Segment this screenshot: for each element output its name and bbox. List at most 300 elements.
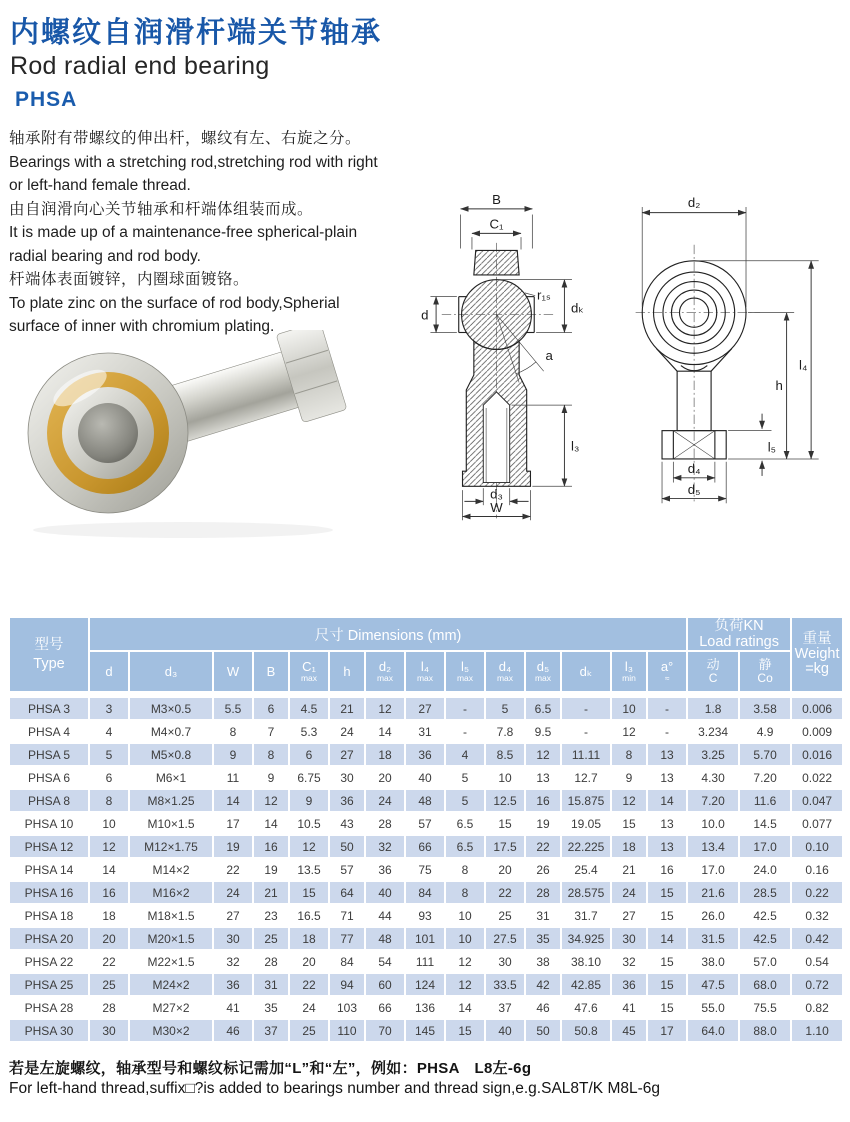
table-cell: 12: [254, 790, 288, 811]
side-view-diagram: [612, 190, 847, 525]
table-cell: 8: [446, 859, 484, 880]
table-cell: 31: [254, 974, 288, 995]
table-cell: 46: [526, 997, 560, 1018]
type-cell: PHSA 20: [10, 928, 88, 949]
table-cell: M5×0.8: [130, 744, 212, 765]
table-cell: 8: [446, 882, 484, 903]
table-cell: 33.5: [486, 974, 524, 995]
table-cell: 17: [648, 1020, 686, 1041]
table-cell: 36: [214, 974, 252, 995]
table-cell: 22: [214, 859, 252, 880]
column-header: l₄ max: [406, 652, 444, 691]
table-cell: 16.5: [290, 905, 328, 926]
load-label-en: Load ratings: [699, 634, 779, 650]
table-cell: 110: [330, 1020, 364, 1041]
table-cell: 0.006: [792, 698, 842, 719]
note-zh: 若是左旋螺纹，轴承型号和螺纹标记需加“L”和“左”，例如：PHSA L8左-6g: [9, 1060, 532, 1077]
table-cell: 36: [406, 744, 444, 765]
description-line: radial bearing and rod body.: [9, 247, 201, 265]
table-cell: 4.5: [290, 698, 328, 719]
table-cell: 25: [90, 974, 128, 995]
table-cell: 5: [486, 698, 524, 719]
dim-label-h: h: [775, 378, 783, 394]
table-cell: 75: [406, 859, 444, 880]
table-cell: 22: [290, 974, 328, 995]
type-cell: PHSA 3: [10, 698, 88, 719]
table-cell: 0.22: [792, 882, 842, 903]
table-cell: 30: [214, 928, 252, 949]
table-cell: 28: [90, 997, 128, 1018]
table-cell: 54: [366, 951, 404, 972]
table-cell: 32: [612, 951, 646, 972]
table-header-load-ratings: [688, 618, 790, 650]
dim-label-l3: l₃: [571, 438, 580, 454]
column-header: W: [214, 652, 252, 691]
table-cell: 10: [90, 813, 128, 834]
table-cell: -: [562, 698, 610, 719]
table-cell: 48: [366, 928, 404, 949]
table-cell: 93: [406, 905, 444, 926]
table-cell: 57.0: [740, 951, 790, 972]
header-body-gap: [10, 693, 842, 696]
table-cell: 15: [446, 1020, 484, 1041]
table-row: [10, 951, 842, 972]
table-cell: 27: [214, 905, 252, 926]
dim-label-C1: C₁: [489, 216, 504, 232]
table-row: [10, 813, 842, 834]
table-row: [10, 790, 842, 811]
table-cell: 7.8: [486, 721, 524, 742]
table-cell: 9.5: [526, 721, 560, 742]
type-cell: PHSA 16: [10, 882, 88, 903]
description-line: 由自润滑向心关节轴承和杆端体组装而成。: [9, 200, 314, 218]
table-row: [10, 767, 842, 788]
table-cell: 10: [446, 905, 484, 926]
table-cell: 0.009: [792, 721, 842, 742]
table-cell: 0.077: [792, 813, 842, 834]
table-cell: 16: [90, 882, 128, 903]
table-cell: 5.5: [214, 698, 252, 719]
table-cell: 30: [90, 1020, 128, 1041]
table-cell: 57: [406, 813, 444, 834]
table-cell: 18: [90, 905, 128, 926]
table-cell: 70: [366, 1020, 404, 1041]
table-cell: 36: [612, 974, 646, 995]
table-cell: 88.0: [740, 1020, 790, 1041]
table-cell: 38.0: [688, 951, 738, 972]
table-cell: 25: [486, 905, 524, 926]
table-cell: 21.6: [688, 882, 738, 903]
table-cell: 24: [290, 997, 328, 1018]
column-header: d₅ max: [526, 652, 560, 691]
table-cell: 66: [406, 836, 444, 857]
table-cell: 18: [366, 744, 404, 765]
type-label-en: Type: [33, 655, 65, 672]
table-cell: 42.5: [740, 928, 790, 949]
table-cell: 101: [406, 928, 444, 949]
table-row: [10, 859, 842, 880]
table-cell: 145: [406, 1020, 444, 1041]
table-cell: M24×2: [130, 974, 212, 995]
table-cell: 19: [254, 859, 288, 880]
type-cell: PHSA 10: [10, 813, 88, 834]
table-row: [10, 997, 842, 1018]
table-cell: 3: [90, 698, 128, 719]
dim-label-d5: d₅: [687, 481, 701, 497]
table-cell: 17.0: [688, 859, 738, 880]
table-cell: 12: [446, 974, 484, 995]
table-cell: 7: [254, 721, 288, 742]
table-cell: 0.016: [792, 744, 842, 765]
dim-label-r1s: r₁ₛ: [537, 287, 551, 303]
description-line: Bearings with a stretching rod,stretching rod with right: [9, 153, 378, 171]
table-cell: 12: [366, 698, 404, 719]
table-cell: 44: [366, 905, 404, 926]
table-cell: 66: [366, 997, 404, 1018]
table-cell: 64.0: [688, 1020, 738, 1041]
table-cell: 28: [254, 951, 288, 972]
table-cell: 27: [406, 698, 444, 719]
table-cell: 14: [90, 859, 128, 880]
table-cell: 75.5: [740, 997, 790, 1018]
table-row: [10, 905, 842, 926]
table-cell: M14×2: [130, 859, 212, 880]
table-cell: 12: [612, 721, 646, 742]
table-cell: 21: [612, 859, 646, 880]
table-cell: 31.5: [688, 928, 738, 949]
dim-label-d3: d₃: [490, 486, 503, 502]
table-cell: 27: [612, 905, 646, 926]
table-cell: 25: [290, 1020, 328, 1041]
table-cell: 0.16: [792, 859, 842, 880]
table-cell: 24: [366, 790, 404, 811]
photo-bearing-eye: [28, 353, 188, 513]
column-header: 静 Co: [740, 652, 790, 691]
table-cell: 15: [612, 813, 646, 834]
table-cell: 30: [612, 928, 646, 949]
table-cell: M3×0.5: [130, 698, 212, 719]
table-cell: 47.6: [562, 997, 610, 1018]
table-cell: 13: [648, 744, 686, 765]
description-line: or left-hand female thread.: [9, 177, 191, 194]
table-cell: 0.32: [792, 905, 842, 926]
type-cell: PHSA 22: [10, 951, 88, 972]
table-cell: 26: [526, 859, 560, 880]
table-cell: 40: [406, 767, 444, 788]
table-cell: 103: [330, 997, 364, 1018]
table-cell: 34.925: [562, 928, 610, 949]
column-header: a° ≈: [648, 652, 686, 691]
table-cell: 14: [648, 790, 686, 811]
type-cell: PHSA 28: [10, 997, 88, 1018]
table-cell: 12.5: [486, 790, 524, 811]
table-cell: 38.10: [562, 951, 610, 972]
column-header: l₃ min: [612, 652, 646, 691]
table-cell: 9: [254, 767, 288, 788]
table-cell: 22.225: [562, 836, 610, 857]
column-header: d₄ max: [486, 652, 524, 691]
type-cell: PHSA 12: [10, 836, 88, 857]
table-cell: 57: [330, 859, 364, 880]
table-cell: 15: [648, 951, 686, 972]
table-cell: 15: [648, 882, 686, 903]
table-cell: 16: [648, 859, 686, 880]
table-cell: 31: [526, 905, 560, 926]
table-cell: 36: [366, 859, 404, 880]
table-cell: 12: [526, 744, 560, 765]
table-row: [10, 836, 842, 857]
table-cell: 3.25: [688, 744, 738, 765]
table-cell: M30×2: [130, 1020, 212, 1041]
table-cell: 13: [648, 813, 686, 834]
type-cell: PHSA 25: [10, 974, 88, 995]
table-cell: 1.10: [792, 1020, 842, 1041]
table-cell: 6: [254, 698, 288, 719]
table-cell: M27×2: [130, 997, 212, 1018]
table-cell: 10: [446, 928, 484, 949]
table-cell: 28: [366, 813, 404, 834]
table-cell: 3.234: [688, 721, 738, 742]
table-cell: 6.5: [446, 813, 484, 834]
table-cell: 8.5: [486, 744, 524, 765]
column-header: C₁ max: [290, 652, 328, 691]
table-cell: 94: [330, 974, 364, 995]
table-cell: 15.875: [562, 790, 610, 811]
table-cell: 10: [486, 767, 524, 788]
table-cell: 10: [612, 698, 646, 719]
table-cell: 0.42: [792, 928, 842, 949]
table-cell: 64: [330, 882, 364, 903]
table-cell: 14.5: [740, 813, 790, 834]
front-view-diagram: [398, 190, 628, 525]
table-cell: 20: [90, 928, 128, 949]
table-cell: 13: [648, 836, 686, 857]
table-row: [10, 974, 842, 995]
table-cell: M4×0.7: [130, 721, 212, 742]
table-cell: 8: [254, 744, 288, 765]
table-cell: 17.0: [740, 836, 790, 857]
table-body: [10, 693, 842, 1041]
table-cell: 28.575: [562, 882, 610, 903]
table-cell: 26.0: [688, 905, 738, 926]
description-line: 杆端体表面镀锌，内圈球面镀铬。: [9, 271, 250, 288]
table-cell: 0.10: [792, 836, 842, 857]
column-header-row: [10, 652, 842, 691]
table-cell: M20×1.5: [130, 928, 212, 949]
table-cell: 6.5: [526, 698, 560, 719]
table-cell: 16: [254, 836, 288, 857]
table-cell: 4: [446, 744, 484, 765]
table-cell: 12: [90, 836, 128, 857]
table-cell: 37: [486, 997, 524, 1018]
table-cell: 0.022: [792, 767, 842, 788]
table-cell: 3.58: [740, 698, 790, 719]
table-cell: 27: [330, 744, 364, 765]
table-cell: 15: [648, 997, 686, 1018]
table-cell: 7.20: [740, 767, 790, 788]
table-cell: 18: [290, 928, 328, 949]
table-cell: -: [446, 721, 484, 742]
table-cell: 20: [486, 859, 524, 880]
table-cell: 35: [526, 928, 560, 949]
dim-label-B: B: [492, 192, 501, 208]
table-cell: 55.0: [688, 997, 738, 1018]
table-cell: 0.047: [792, 790, 842, 811]
table-cell: 42.85: [562, 974, 610, 995]
table-cell: 42: [526, 974, 560, 995]
table-cell: 8: [612, 744, 646, 765]
description-line: To plate zinc on the surface of rod body,Spherial: [9, 294, 340, 312]
table-cell: 37: [254, 1020, 288, 1041]
table-cell: 11: [214, 767, 252, 788]
table-cell: 43: [330, 813, 364, 834]
type-cell: PHSA 5: [10, 744, 88, 765]
table-cell: 0.72: [792, 974, 842, 995]
table-cell: 10.0: [688, 813, 738, 834]
table-cell: 1.8: [688, 698, 738, 719]
table-cell: 15: [648, 974, 686, 995]
table-cell: 40: [366, 882, 404, 903]
column-header: d: [90, 652, 128, 691]
load-label-zh: 负荷KN: [714, 618, 764, 634]
table-header-weight: [792, 618, 842, 691]
weight-unit: =kg: [805, 661, 829, 677]
table-header-dimensions: 尺寸 Dimensions (mm): [90, 618, 686, 650]
table-cell: 50.8: [562, 1020, 610, 1041]
table-cell: 13: [526, 767, 560, 788]
table-cell: 41: [214, 997, 252, 1018]
table-row: [10, 744, 842, 765]
table-cell: 136: [406, 997, 444, 1018]
table-cell: M16×2: [130, 882, 212, 903]
description-line: It is made up of a maintenance-free spherical-plain: [9, 224, 358, 241]
dim-label-l5: l₅: [767, 439, 776, 455]
table-cell: 31: [406, 721, 444, 742]
table-cell: 6: [90, 767, 128, 788]
table-cell: 5: [446, 767, 484, 788]
table-row: [10, 882, 842, 903]
type-label-zh: 型号: [34, 636, 64, 653]
table-cell: 6.5: [446, 836, 484, 857]
dim-label-d2: d₂: [687, 194, 701, 210]
table-cell: M22×1.5: [130, 951, 212, 972]
table-cell: 6.75: [290, 767, 328, 788]
spec-table: [8, 616, 844, 1043]
table-cell: 14: [214, 790, 252, 811]
description-text: [9, 127, 414, 339]
table-cell: 21: [330, 698, 364, 719]
table-cell: 12: [446, 951, 484, 972]
table-cell: 12: [612, 790, 646, 811]
weight-label-zh: 重量: [802, 631, 832, 647]
table-cell: 14: [648, 928, 686, 949]
table-cell: 15: [648, 905, 686, 926]
table-cell: 6: [290, 744, 328, 765]
column-header: d₃: [130, 652, 212, 691]
table-cell: 12: [290, 836, 328, 857]
column-header: l₅ max: [446, 652, 484, 691]
weight-label-en: Weight: [794, 646, 840, 662]
table-row: [10, 928, 842, 949]
dim-label-d4: d₄: [687, 461, 701, 477]
table-cell: 4.9: [740, 721, 790, 742]
table-cell: 71: [330, 905, 364, 926]
table-cell: 27.5: [486, 928, 524, 949]
table-cell: 48: [406, 790, 444, 811]
type-cell: PHSA 18: [10, 905, 88, 926]
table-cell: -: [648, 721, 686, 742]
page-title-zh: 内螺纹自润滑杆端关节轴承: [10, 17, 383, 49]
table-cell: 5: [90, 744, 128, 765]
table-cell: 36: [330, 790, 364, 811]
table-cell: -: [562, 721, 610, 742]
table-cell: 32: [214, 951, 252, 972]
table-cell: M8×1.25: [130, 790, 212, 811]
dim-label-W: W: [490, 499, 503, 515]
table-cell: 13.5: [290, 859, 328, 880]
table-cell: 38: [526, 951, 560, 972]
table-cell: 5.3: [290, 721, 328, 742]
table-header-type: [10, 618, 88, 691]
dim-label-a: a: [545, 347, 553, 363]
table-cell: 60: [366, 974, 404, 995]
table-cell: 30: [486, 951, 524, 972]
table-cell: 50: [526, 1020, 560, 1041]
table-cell: 5: [446, 790, 484, 811]
table-cell: 84: [330, 951, 364, 972]
table-cell: 18: [612, 836, 646, 857]
table-cell: 8: [90, 790, 128, 811]
type-cell: PHSA 8: [10, 790, 88, 811]
table-cell: 45: [612, 1020, 646, 1041]
table-cell: 25.4: [562, 859, 610, 880]
table-cell: 5.70: [740, 744, 790, 765]
table-cell: 24: [612, 882, 646, 903]
table-cell: 8: [214, 721, 252, 742]
page-title-en: Rod radial end bearing: [10, 52, 270, 80]
table-cell: 20: [366, 767, 404, 788]
table-cell: 32: [366, 836, 404, 857]
table-cell: 24: [330, 721, 364, 742]
table-cell: -: [648, 698, 686, 719]
table-cell: 124: [406, 974, 444, 995]
table-cell: 46: [214, 1020, 252, 1041]
table-cell: 24: [214, 882, 252, 903]
table-cell: 35: [254, 997, 288, 1018]
column-header: d₂ max: [366, 652, 404, 691]
table-cell: 47.5: [688, 974, 738, 995]
table-cell: 4.30: [688, 767, 738, 788]
table-cell: 9: [290, 790, 328, 811]
type-cell: PHSA 14: [10, 859, 88, 880]
table-cell: 0.82: [792, 997, 842, 1018]
table-row: [10, 721, 842, 742]
type-cell: PHSA 4: [10, 721, 88, 742]
column-header: dₖ: [562, 652, 610, 691]
type-cell: PHSA 30: [10, 1020, 88, 1041]
table-cell: 0.54: [792, 951, 842, 972]
table-cell: 50: [330, 836, 364, 857]
table-cell: 22: [90, 951, 128, 972]
description-line: 轴承附有带螺纹的伸出杆，螺纹有左、右旋之分。: [9, 130, 362, 147]
table-cell: 14: [366, 721, 404, 742]
column-header: h: [330, 652, 364, 691]
column-header: 动 C: [688, 652, 738, 691]
table-cell: 84: [406, 882, 444, 903]
table-cell: 22: [526, 836, 560, 857]
series-name: PHSA: [15, 88, 78, 111]
table-cell: 68.0: [740, 974, 790, 995]
